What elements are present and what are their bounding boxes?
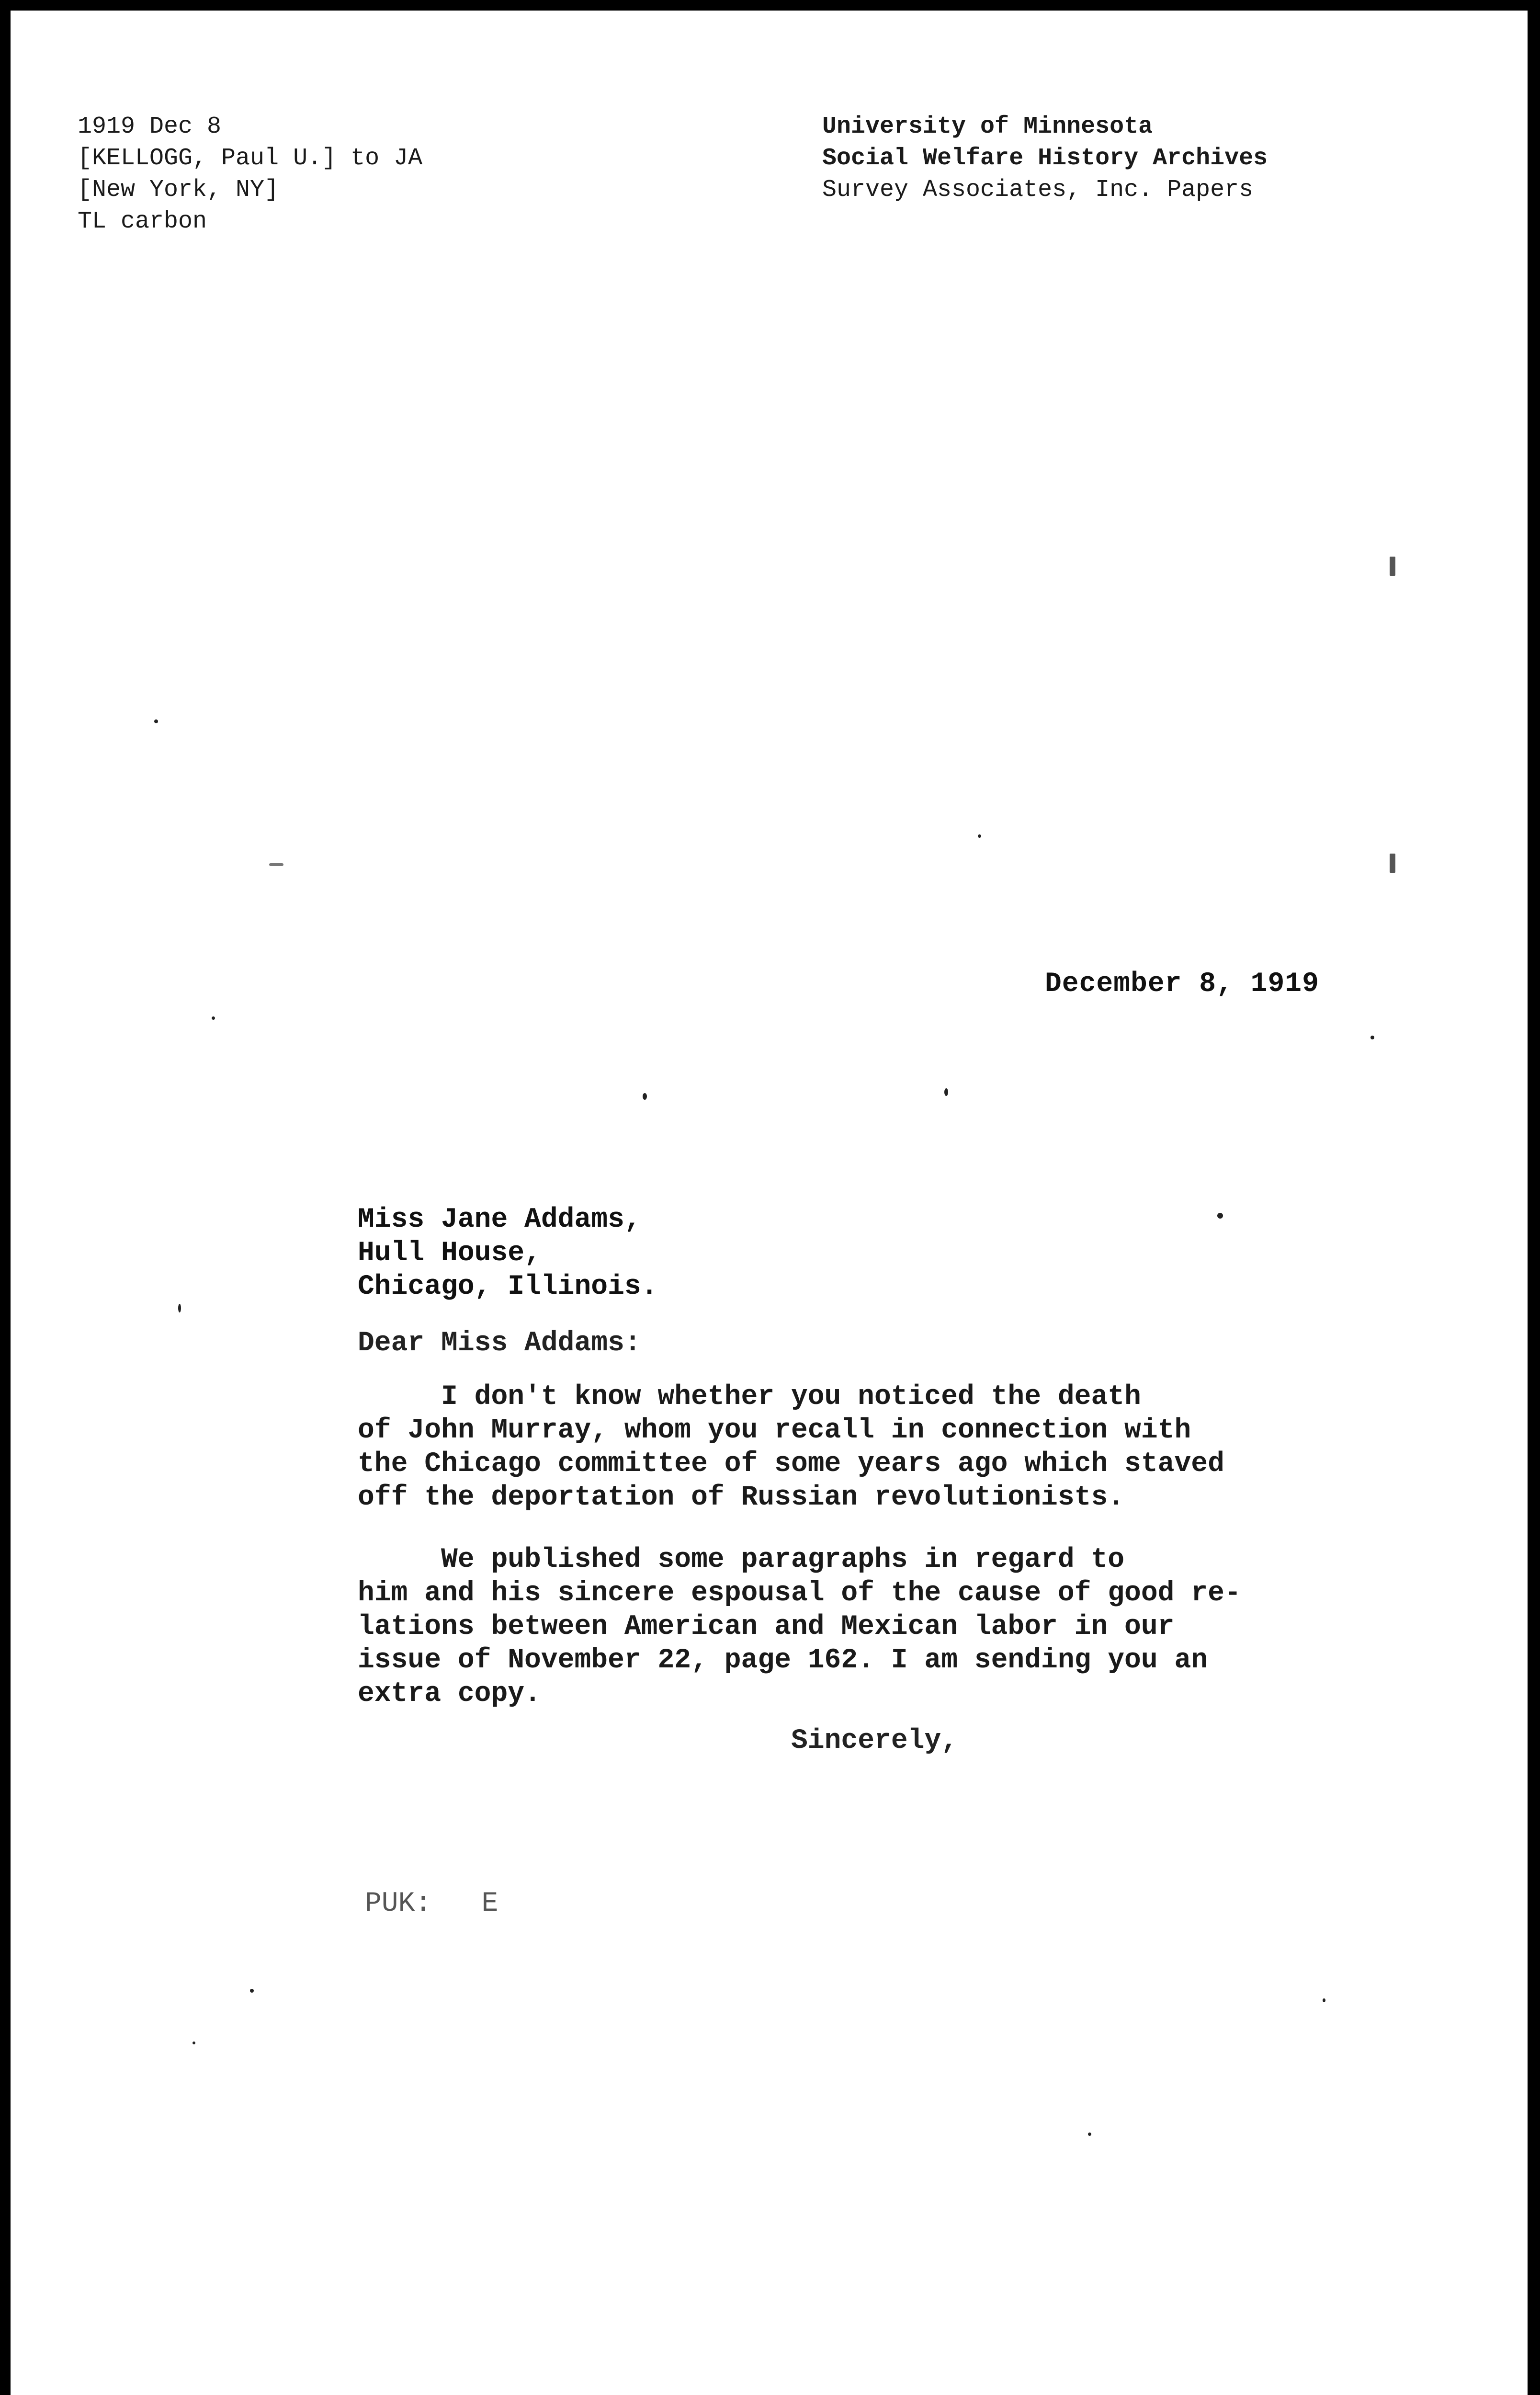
scan-speck (1088, 2133, 1091, 2136)
scan-speck (178, 1304, 181, 1312)
body-paragraph-1 (358, 1380, 1224, 1515)
scan-speck (1323, 1998, 1325, 2002)
scan-speck (154, 719, 158, 723)
inside-address (358, 1203, 658, 1304)
paragraph-line: the Chicago committee of some years ago which staved (358, 1448, 1224, 1480)
archive-papers: Survey Associates, Inc. Papers (822, 176, 1254, 204)
paragraph-line: him and his sincere espousal of the cause of good re- (358, 1578, 1241, 1609)
scan-speck (978, 834, 981, 838)
letter-date: December 8, 1919 (1045, 969, 1319, 1000)
address-line: Miss Jane Addams, (358, 1204, 641, 1235)
archive-meta-left (78, 111, 422, 238)
scan-speck (643, 1093, 647, 1100)
address-line: Chicago, Illinois. (358, 1271, 658, 1302)
typist-initials: PUK: E (365, 1888, 498, 1919)
scan-speck (250, 1989, 254, 1993)
paragraph-line: issue of November 22, page 162. I am sending you an (358, 1645, 1208, 1676)
scan-speck (192, 2041, 195, 2044)
paragraph-line: of John Murray, whom you recall in connection with (358, 1415, 1191, 1446)
paragraph-line: lations between American and Mexican labor in our (358, 1611, 1175, 1642)
archive-institution: University of Minnesota (822, 113, 1153, 140)
body-paragraph-2 (358, 1543, 1241, 1711)
paragraph-line: I don't know whether you noticed the death (441, 1381, 1141, 1413)
meta-place: [New York, NY] (78, 176, 279, 204)
scan-speck (1390, 854, 1395, 873)
scan-speck (269, 863, 283, 866)
salutation: Dear Miss Addams: (358, 1328, 641, 1359)
scan-speck (212, 1016, 215, 1020)
paragraph-line: off the deportation of Russian revolutionists. (358, 1482, 1125, 1513)
paragraph-line: We published some paragraphs in regard to (441, 1544, 1125, 1575)
archive-meta-right (822, 111, 1268, 206)
meta-format: TL carbon (78, 208, 207, 235)
scan-speck (1217, 1213, 1223, 1219)
address-line: Hull House, (358, 1238, 541, 1269)
scan-speck (1390, 557, 1395, 576)
complimentary-close: Sincerely, (791, 1725, 958, 1756)
meta-date: 1919 Dec 8 (78, 113, 222, 140)
paragraph-line: extra copy. (358, 1678, 541, 1710)
scan-speck (944, 1088, 948, 1096)
meta-author-recipient: [KELLOGG, Paul U.] to JA (78, 145, 423, 172)
archive-collection: Social Welfare History Archives (822, 145, 1268, 172)
scan-speck (1370, 1036, 1374, 1039)
document-page (11, 11, 1528, 2395)
